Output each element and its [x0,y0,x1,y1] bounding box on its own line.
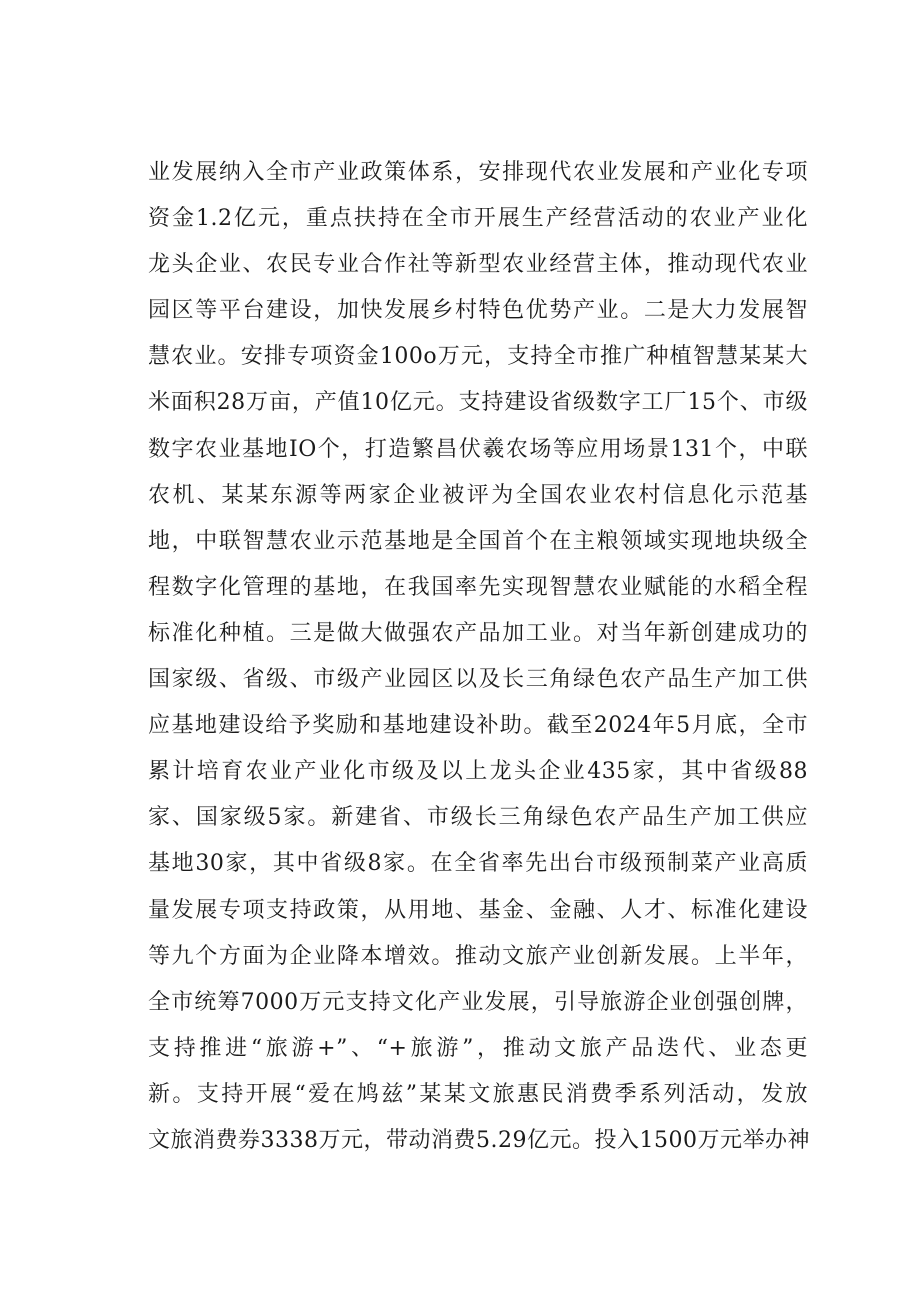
text-line: 家、国家级5家。新建省、市级长三角绿色农产品生产加工供应 [148,805,808,831]
text-line: 程数字化管理的基地，在我国率先实现智慧农业赋能的水稻全程 [148,574,808,600]
text-line: 量发展专项支持政策，从用地、基金、金融、人才、标准化建设 [148,897,808,923]
text-line: 慧农业。安排专项资金100o万元，支持全市推广种植智慧某某大 [148,344,808,370]
text-line: 米面积28万亩，产值10亿元。支持建设省级数字工厂15个、市级 [148,390,808,416]
text-line: 新。支持开展“爱在鸠兹”某某文旅惠民消费季系列活动，发放 [148,1081,808,1107]
body-paragraph [148,150,808,1164]
text-line: 累计培育农业产业化市级及以上龙头企业435家，其中省级88 [148,759,808,785]
text-line: 园区等平台建设，加快发展乡村特色优势产业。二是大力发展智 [148,298,808,324]
text-line: 国家级、省级、市级产业园区以及长三角绿色农产品生产加工供 [148,667,808,693]
text-line: 基地30家，其中省级8家。在全省率先出台市级预制菜产业高质 [148,851,808,877]
text-line: 资金1.2亿元，重点扶持在全市开展生产经营活动的农业产业化 [148,206,808,232]
text-line: 全市统筹7000万元支持文化产业发展，引导旅游企业创强创牌， [148,989,808,1015]
text-line: 支持推进“旅游+”、“+旅游”，推动文旅产品迭代、业态更 [148,1035,808,1061]
text-line: 龙头企业、农民专业合作社等新型农业经营主体，推动现代农业 [148,252,808,278]
text-line: 标准化种植。三是做大做强农产品加工业。对当年新创建成功的 [148,620,808,646]
text-line: 应基地建设给予奖励和基地建设补助。截至2024年5月底，全市 [148,713,808,739]
text-line: 等九个方面为企业降本增效。推动文旅产业创新发展。上半年， [148,943,808,969]
text-line: 地，中联智慧农业示范基地是全国首个在主粮领域实现地块级全 [148,528,808,554]
text-line: 业发展纳入全市产业政策体系，安排现代农业发展和产业化专项 [148,160,808,185]
text-line: 文旅消费券3338万元，带动消费5.29亿元。投入1500万元举办神 [148,1127,810,1153]
text-line: 数字农业基地IO个，打造繁昌伏羲农场等应用场景131个，中联 [148,436,808,462]
text-line: 农机、某某东源等两家企业被评为全国农业农村信息化示范基 [148,482,808,508]
